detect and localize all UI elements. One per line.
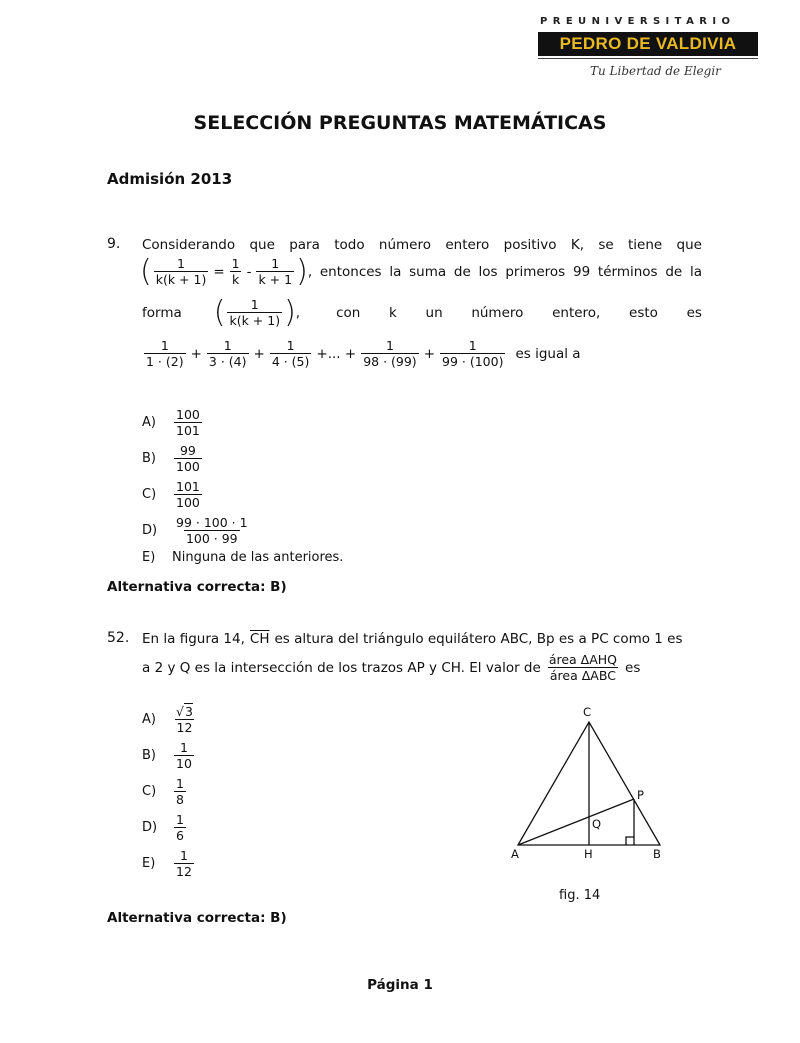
label-a: A — [511, 847, 519, 861]
option-a[interactable]: A) $\frac{100}{101}$ — [142, 406, 200, 438]
fraction: $\frac{1}{k(k + 1)}$ — [155, 256, 207, 287]
right-angle-mark — [626, 837, 634, 845]
sum-term: $\frac{1}{99 \cdot (100)}$ — [442, 338, 504, 369]
sum-term: $\frac{1}{4 \cdot (5)}$ — [271, 338, 310, 369]
segment-ch: $\overline{CH}$ — [249, 631, 270, 647]
option-e[interactable]: E) Ninguna de las anteriores. — [142, 549, 344, 565]
question-52-answer: Alternativa correcta: B) — [107, 910, 287, 926]
figure-14-triangle — [500, 700, 680, 870]
area-ratio: $\frac{\text{área ΔAHQ}}{\text{área ΔABC}}$ — [548, 652, 618, 683]
option-d[interactable]: D) $\frac{1}{6}$ — [142, 811, 184, 843]
logo-divider — [538, 58, 758, 59]
question-52-options — [142, 701, 197, 881]
page-subtitle: Admisión 2013 — [107, 170, 233, 188]
page-number: Página 1 — [367, 977, 433, 993]
sum-term: $\frac{1}{1 \cdot (2)}$ — [146, 338, 184, 369]
segment-ap — [518, 799, 634, 845]
logo: PEDRO DE VALDIVIA — [538, 32, 758, 56]
option-b[interactable]: B) $\frac{1}{10}$ — [142, 739, 192, 771]
option-c[interactable]: C) $\frac{101}{100}$ — [142, 478, 200, 510]
sum-term: $\frac{1}{3 \cdot (4)}$ — [208, 338, 247, 369]
option-a[interactable]: A) $\frac{√3}{12}$ — [142, 703, 193, 735]
label-h: H — [584, 847, 593, 861]
question-9-answer: Alternativa correcta: B) — [107, 579, 287, 595]
option-e[interactable]: E) $\frac{1}{12}$ — [142, 847, 192, 879]
sum-term: $\frac{1}{98 \cdot (99)}$ — [363, 338, 417, 369]
question-9-number: 9. — [107, 236, 121, 252]
question-9-line-2: ( $\frac{1}{k(k + 1)}$ = $\frac{1}{k}$ - $\frac{1}{k + 1}$ ) , entonces la suma de los primeros 99 términos de la — [140, 253, 702, 289]
question-52-line-1: En la figura 14, $\overline{CH}$ es altura del triángulo equilátero ABC, Bp es a PC como 1 es — [142, 631, 683, 647]
question-9-sum: $\frac{1}{1 \cdot (2)}$ + $\frac{1}{3 \cdot (4)}$ + $\frac{1}{4 \cdot (5)}$ +... + $\frac{1}{98 \cdot (99)}$ + $\frac{1}{99 \cdot (100)}$ es igual a — [146, 338, 581, 369]
option-d[interactable]: D) $\frac{99 \cdot 100 \cdot 1}{100 \cdot 99}$ — [142, 514, 248, 546]
label-q: Q — [592, 817, 602, 831]
fraction: $\frac{1}{k + 1}$ — [258, 256, 293, 287]
logo-slogan: Tu Libertad de Elegir — [590, 64, 721, 78]
logo-top-text: PREUNIVERSITARIO — [540, 16, 736, 27]
label-p: P — [637, 788, 644, 802]
option-c[interactable]: C) $\frac{1}{8}$ — [142, 775, 184, 807]
label-c: C — [583, 705, 592, 719]
page-title: SELECCIÓN PREGUNTAS MATEMÁTICAS — [193, 112, 607, 134]
question-52-number: 52. — [107, 630, 130, 646]
label-b: B — [653, 847, 661, 861]
question-9-line-3: forma ( $\frac{1}{k(k + 1)}$ ) , con k un número entero, esto es — [142, 294, 702, 330]
option-b[interactable]: B) $\frac{99}{100}$ — [142, 442, 200, 474]
fraction: $\frac{1}{k(k + 1)}$ — [229, 297, 281, 328]
question-9-line-1: Considerando que para todo número entero positivo K, se tiene que — [142, 237, 702, 253]
question-52-line-2: a 2 y Q es la intersección de los trazos AP y CH. El valor de $\frac{\text{área ΔAHQ}}{\text{área ΔABC}}$ es — [142, 652, 641, 683]
figure-caption: fig. 14 — [559, 888, 601, 903]
question-9-options — [142, 404, 343, 566]
fraction: $\frac{1}{k}$ — [231, 256, 240, 287]
